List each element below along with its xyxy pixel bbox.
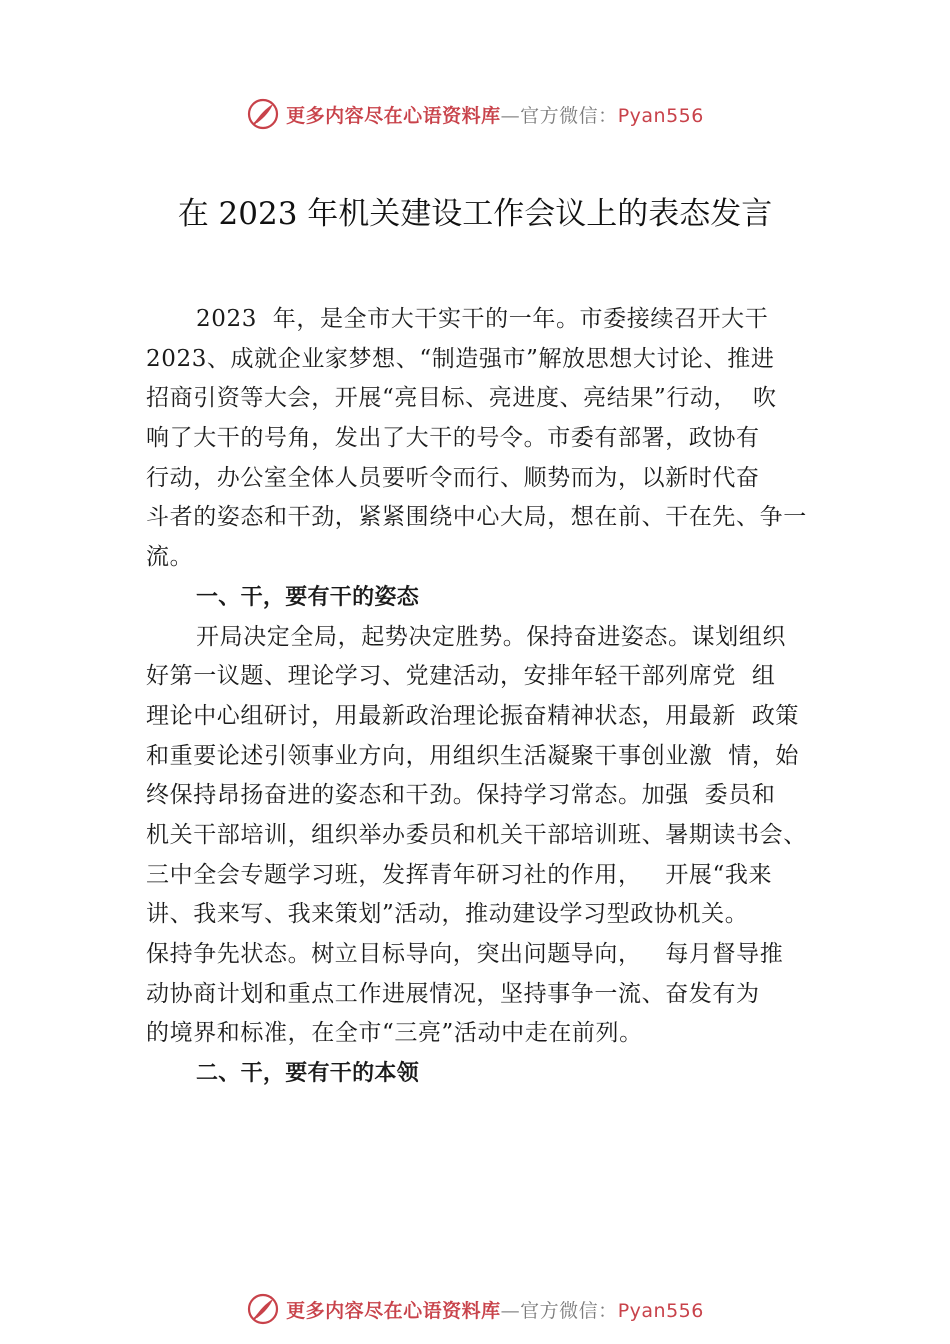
document-body — [146, 300, 846, 1094]
watermark-wechat-id: Pyan556 — [617, 1299, 704, 1322]
watermark-dash: — — [500, 104, 521, 127]
paragraph-line: 终保持昂扬奋进的姿态和干劲。保持学习常态。加强 委员和 — [146, 782, 776, 809]
watermark-brand: 更多内容尽在心语资料库 — [286, 1299, 501, 1322]
watermark-header — [0, 94, 950, 134]
paragraph-line: 的境界和标准，在全市“三亮”活动中走在前列。 — [146, 1020, 643, 1047]
paragraph-line: 三中全会专题学习班，发挥青年研习社的作用， 开展“我来 — [146, 861, 773, 888]
paragraph-line: 保持争先状态。树立目标导向，突出问题导向， 每月督导推 — [146, 941, 784, 967]
paragraph-line: 流。 — [146, 544, 194, 571]
paragraph-line: 机关干部培训，组织举办委员和机关干部培训班、暑期读书会、 — [146, 821, 807, 848]
paragraph-line: 招商引资等大会，开展“亮目标、亮进度、亮结果”行动， 吹 — [146, 385, 777, 412]
paragraph-line: 行动，办公室全体人员要听令而行、顺势而为，以新时代奋 — [146, 464, 760, 491]
paragraph-line: 响了大干的号角，发出了大干的号令。市委有部署，政协有 — [146, 425, 760, 452]
quill-pen-logo-icon — [246, 97, 280, 131]
watermark-text — [286, 101, 704, 128]
paragraph-line: 和重要论述引领事业方向，用组织生活凝聚干事创业激 情，始 — [146, 742, 800, 769]
section-heading: 二、干，要有干的本领 — [196, 1061, 420, 1087]
watermark-wechat-id: Pyan556 — [617, 104, 704, 127]
section-heading: 一、干，要有干的姿态 — [196, 584, 420, 610]
watermark-footer — [0, 1289, 950, 1329]
watermark-text — [286, 1296, 704, 1323]
paragraph-line: 理论中心组研讨，用最新政治理论振奋精神状态，用最新 政策 — [146, 702, 800, 729]
paragraph-line: 开局决定全局，起势决定胜势。保持奋进姿态。谋划组织 — [196, 623, 786, 650]
paragraph-line: 斗者的姿态和干劲，紧紧围绕中心大局，想在前、干在先、争一 — [146, 504, 807, 531]
paragraph-line: 动协商计划和重点工作进展情况，坚持事争一流、奋发有为 — [146, 980, 760, 1007]
watermark-label: 官方微信： — [520, 1299, 618, 1322]
watermark-dash: — — [500, 1299, 521, 1322]
paragraph-line: 讲、我来写、我来策划”活动，推动建设学习型政协机关。 — [146, 901, 749, 928]
watermark-label: 官方微信： — [520, 104, 618, 127]
paragraph-line: 好第一议题、理论学习、党建活动，安排年轻干部列席党 组 — [146, 663, 776, 690]
paragraph-line: 2023、成就企业家梦想、“制造强市”解放思想大讨论、推进 — [146, 345, 775, 372]
document-title: 在 2023 年机关建设工作会议上的表态发言 — [177, 196, 773, 232]
paragraph-line: 2023 年，是全市大干实干的一年。市委接续召开大干 — [196, 306, 769, 332]
watermark-brand: 更多内容尽在心语资料库 — [286, 104, 501, 127]
quill-pen-logo-icon — [246, 1292, 280, 1326]
